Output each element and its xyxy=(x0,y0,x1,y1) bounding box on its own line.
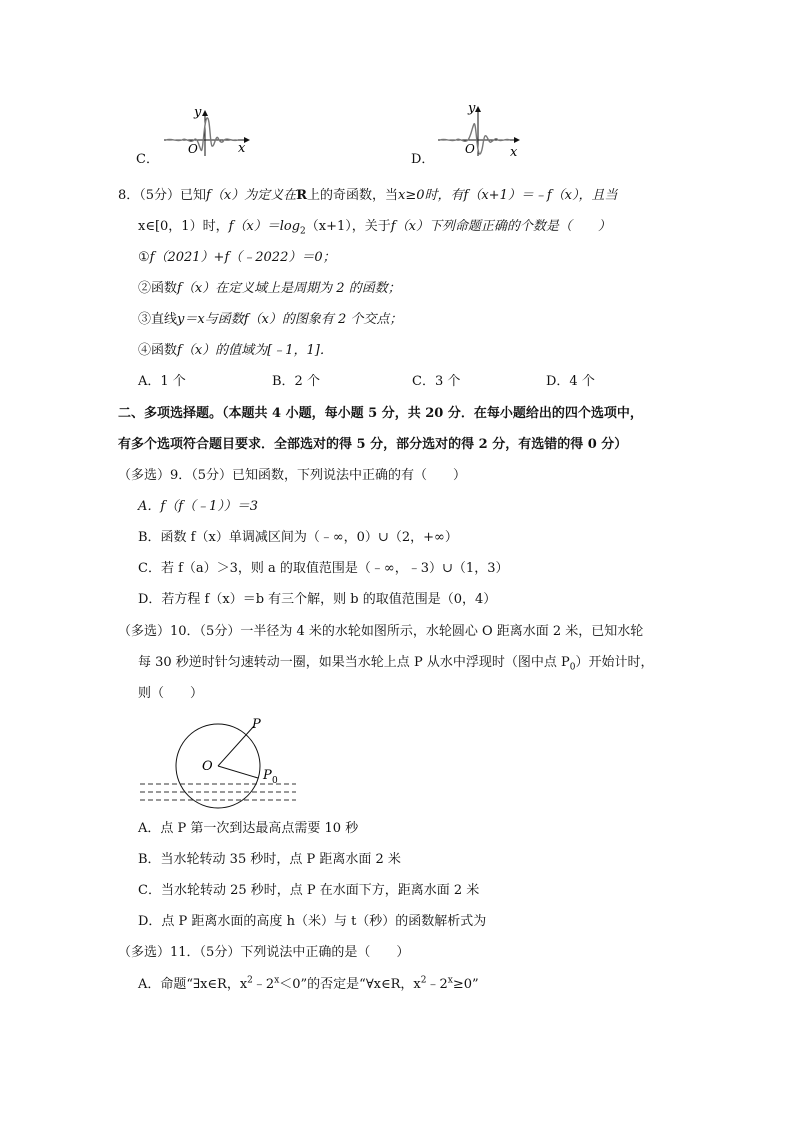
graph-c-x-label: x xyxy=(238,141,246,156)
q9-option-c: C．若 f（a）＞3，则 a 的取值范围是（﹣∞，﹣3）∪（1，3） xyxy=(138,561,509,576)
q11-stem: （多选）11．（5分）下列说法中正确的是（ ） xyxy=(118,945,410,960)
q10-option-b: B．当水轮转动 35 秒时，点 P 距离水面 2 米 xyxy=(138,852,401,867)
graph-d-x-label: x xyxy=(510,145,518,160)
graph-c xyxy=(160,100,260,160)
q10-stem-line2: 每 30 秒逆时针匀速转动一圈，如果当水轮上点 P 从水中浮现时（图中点 $P_0$）开始计时， xyxy=(138,655,654,673)
center-o-label: O xyxy=(202,759,213,774)
graph-c-y-label: y xyxy=(194,105,202,120)
water-wheel-figure xyxy=(130,708,310,810)
point-p0-label: P xyxy=(263,768,272,783)
q9-option-b: B．函数 f（x）单调减区间为（﹣∞，0）∪（2，+∞） xyxy=(138,530,458,545)
radius-op xyxy=(218,726,254,766)
q8-stem-line2: x∈[0，1）时，$f(x)=\log_2(x+1)$，关于f（x）下列命题正确的个数是（ ） xyxy=(138,219,611,237)
q8-statement-1: ①f（2021）+f（﹣2022）＝0； xyxy=(138,250,336,265)
graph-d xyxy=(434,100,534,160)
q10-option-d: D．点 P 距离水面的高度 h（米）与 t（秒）的函数解析式为 xyxy=(138,914,487,929)
q9-option-d: D．若方程 f（x）＝b 有三个解，则 b 的取值范围是（0，4） xyxy=(138,592,497,607)
q11-option-a: A．命题“∃x∈R，$x^2﹣2^x<0$”的否定是“∀x∈R，$x^2﹣2^x\ge 0$” xyxy=(138,975,479,992)
q8-stem-line1: 8．（5分）已知f（x）为定义在R上的奇函数，当x≥0时，有f（x+1）＝﹣f（x），且当 xyxy=(118,188,618,203)
q10-stem-line3: 则（ ） xyxy=(138,686,204,701)
radius-op0 xyxy=(218,766,258,778)
q8-option-b: B．2 个 xyxy=(272,374,320,389)
graph-c-origin-label: O xyxy=(188,142,198,156)
graph-d-origin-label: O xyxy=(465,142,475,156)
q8-statement-4: ④函数f（x）的值域为[﹣1，1]． xyxy=(138,343,333,358)
q8-statement-3: ③直线y＝x与函数f（x）的图象有 2 个交点； xyxy=(138,312,403,327)
q9-stem: （多选）9．（5分）已知函数，下列说法中正确的有（ ） xyxy=(118,468,467,483)
option-c-label: C． xyxy=(136,152,159,167)
section2-heading-line1: 二、多项选择题。（本题共 4 小题，每小题 5 分，共 20 分．在每小题给出的四个选项中， xyxy=(118,406,643,421)
q8-option-a: A．1 个 xyxy=(138,374,186,389)
q8-statement-2: ②函数f（x）在定义域上是周期为 2 的函数； xyxy=(138,281,401,296)
q10-option-a: A．点 P 第一次到达最高点需要 10 秒 xyxy=(138,821,359,836)
q8-option-d: D．4 个 xyxy=(546,374,595,389)
q10-option-c: C．当水轮转动 25 秒时，点 P 在水面下方，距离水面 2 米 xyxy=(138,883,480,898)
q10-stem-line1: （多选）10．（5分）一半径为 4 米的水轮如图所示，水轮圆心 O 距离水面 2 米，已知水轮 xyxy=(118,624,644,639)
section2-heading-line2: 有多个选项符合题目要求．全部选对的得 5 分，部分选对的得 2 分，有选错的得 0 分） xyxy=(118,437,628,452)
q8-option-c: C．3 个 xyxy=(412,374,461,389)
point-p0-subscript: 0 xyxy=(272,776,278,786)
q9-option-a: A．f（f（﹣1））＝3 xyxy=(138,499,259,514)
point-p-label: P xyxy=(252,717,261,732)
graph-d-y-label: y xyxy=(468,101,476,116)
option-d-label: D． xyxy=(411,152,435,167)
